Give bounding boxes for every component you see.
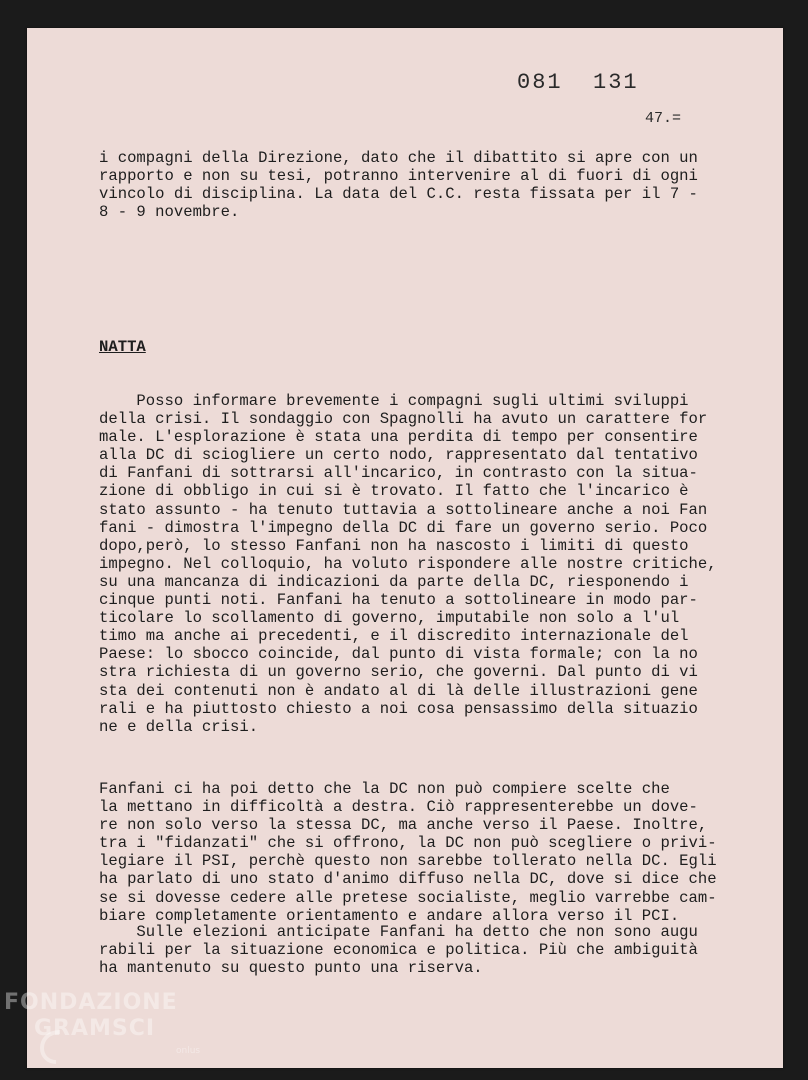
paragraph-1: Posso informare brevemente i compagni sugli ultimi sviluppi della crisi. Il sondaggio con Spagnolli ha avuto un carattere for male. L'esplorazione è stata una perdita di tempo per consentire alla DC di sciogliere un certo nodo, rappresentato dal tentativo di Fanfani di sottrarsi all'incarico, in contrasto con la situa- zione di obbligo in cui si è trovato. Il fatto che l'incarico è stato assunto - ha tenuto tuttavia a sottolineare anche a noi Fan fani - dimostra l'impegno della DC di fare un governo serio. Poco dopo,però, lo stesso Fanfani non ha nascosto i limiti di questo impegno. Nel colloquio, ha voluto rispondere alle nostre critiche, su una mancanza di indicazioni da parte della DC, riesponendo i cinque punti noti. Fanfani ha tenuto a sottolineare in modo par- ticolare lo scollamento di governo, imputabile non solo a l'ul timo ma anche ai precedenti, e il discredito internazionale del Paese: lo sbocco coincide, dal punto di vista formale; con la no stra richiesta di un governo serio, che governi. Dal punto di vi sta dei contenuti non è andato al di là delle illustrazioni gene rali e ha piuttosto chiesto a noi cosa pensassimo della situazio ne e della crisi. bbox=[99, 392, 717, 736]
watermark-sub: onlus bbox=[176, 1046, 201, 1056]
watermark-logo-icon bbox=[38, 1026, 64, 1066]
paragraph-intro: i compagni della Direzione, dato che il dibattito si apre con un rapporto e non su tesi, potranno intervenire al di fuori di ogni vincolo di disciplina. La data del C.C. resta fissata per il 7 - 8 - 9 novembre. bbox=[99, 149, 698, 222]
paragraph-3: Sulle elezioni anticipate Fanfani ha detto che non sono augu rabili per la situazione economica e politica. Più che ambiguità ha mantenuto su questo punto una riserva. bbox=[99, 923, 698, 978]
watermark bbox=[4, 990, 201, 1056]
archive-number: 081 131 bbox=[517, 70, 639, 95]
watermark-line1: FONDAZIONE bbox=[4, 990, 178, 1015]
page-number: 47.= bbox=[645, 110, 682, 127]
speaker-heading: NATTA bbox=[99, 338, 146, 356]
paragraph-2: Fanfani ci ha poi detto che la DC non può compiere scelte che la mettano in difficoltà a destra. Ciò rappresenterebbe un dove- re non solo verso la stessa DC, ma anche verso il Paese. Inoltre, tra i "fidanzati" che si offrono, la DC non può scegliere o privi- legiare il PSI, perchè questo non sarebbe tollerato nella DC. Egli ha parlato di uno stato d'animo diffuso nella DC, dove si dice che se si dovesse cedere alle pretese socialiste, meglio varrebbe cam- biare completamente orientamento e andare allora verso il PCI. bbox=[99, 780, 717, 925]
document-page bbox=[27, 28, 783, 1068]
watermark-line2: GRAMSCI bbox=[34, 1016, 156, 1041]
